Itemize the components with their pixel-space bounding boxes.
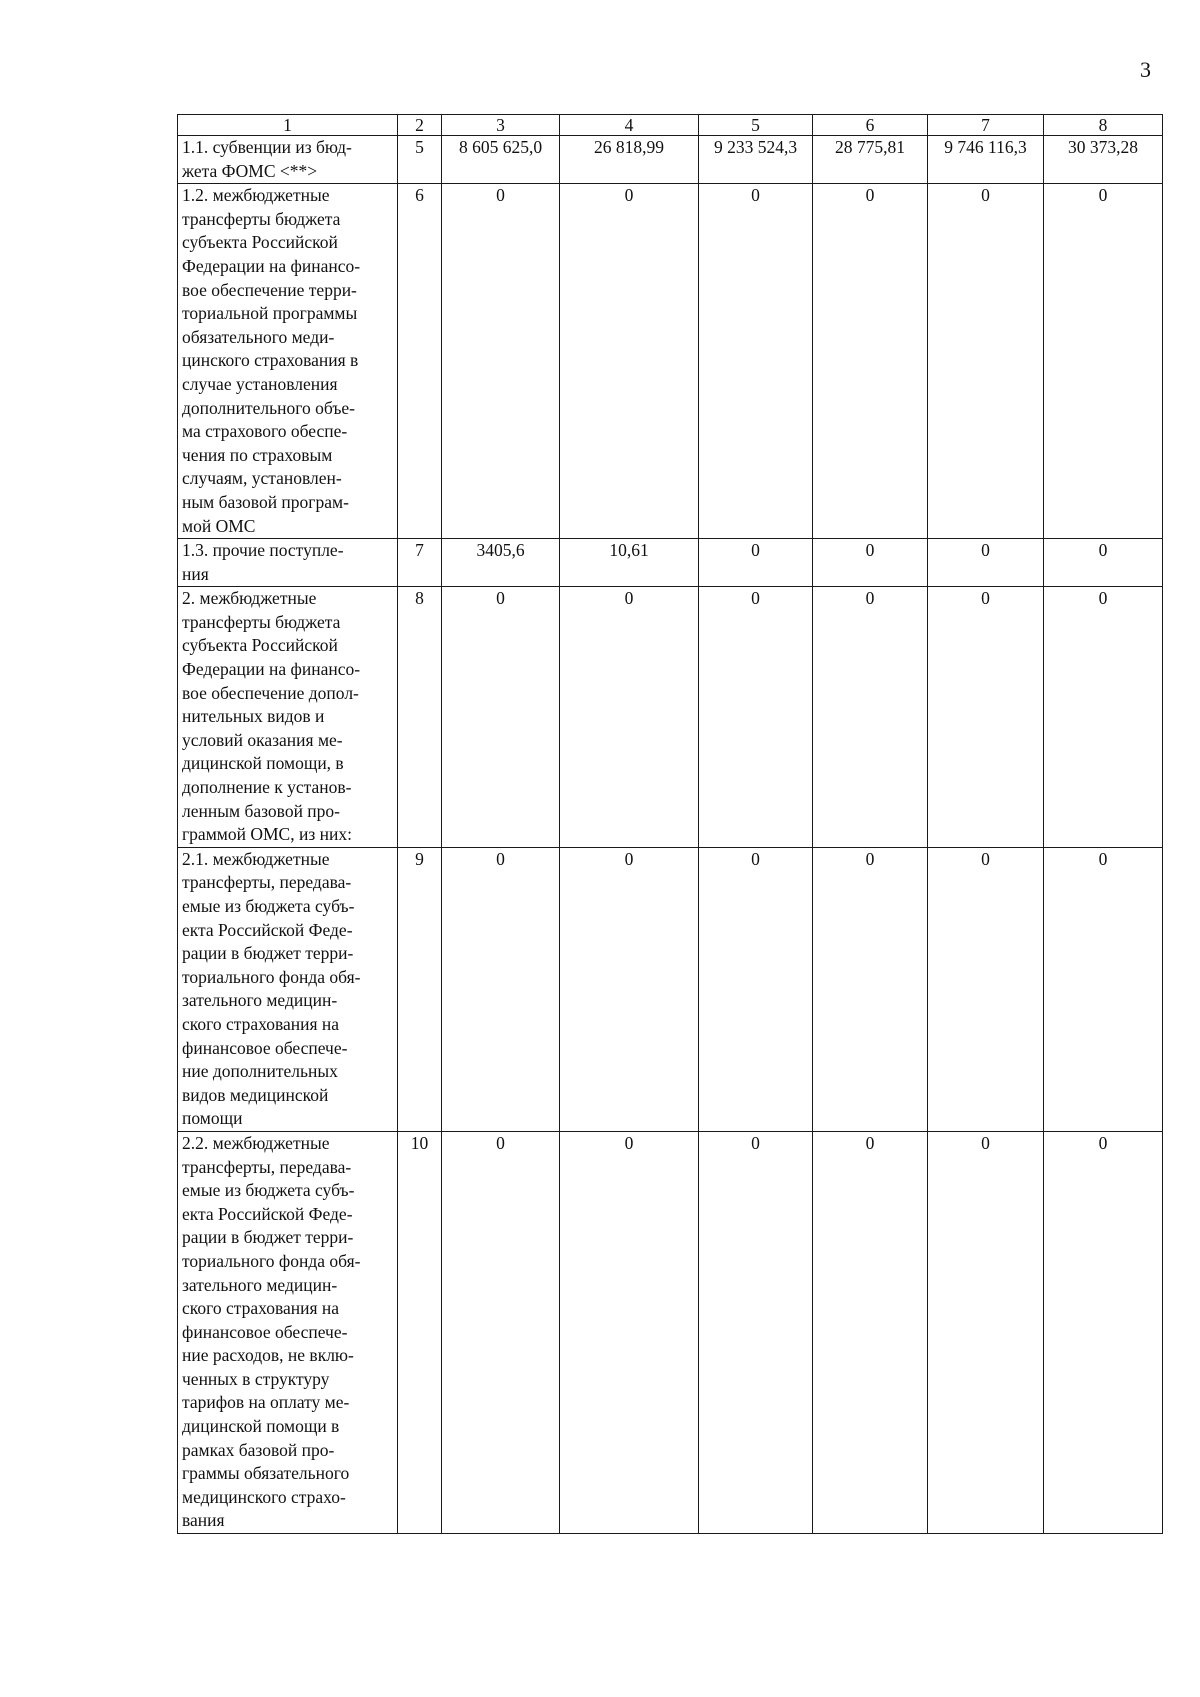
description-line: 2.1. межбюджетные (182, 848, 330, 869)
description-line: зательного медицин- (182, 1274, 338, 1295)
description-line: чения по страховым (182, 444, 333, 465)
description-line: дицинской помощи в (182, 1416, 340, 1437)
value-cell: 0 (1044, 847, 1163, 1131)
table-row (178, 136, 1163, 184)
value-cell: 0 (1044, 539, 1163, 587)
value-cell: 0 (699, 539, 813, 587)
description-line: ленным базовой про- (182, 800, 340, 821)
value-cell: 9 233 524,3 (699, 136, 813, 184)
description-line: ченных в структуру (182, 1368, 330, 1389)
description-line: ния (182, 563, 209, 584)
value-cell: 0 (699, 587, 813, 848)
value-cell: 0 (442, 184, 560, 539)
description-line: зательного медицин- (182, 990, 338, 1011)
row-code-cell: 8 (398, 587, 442, 848)
description-line: екта Российской Феде- (182, 919, 353, 940)
header-cell: 8 (1044, 115, 1163, 136)
description-line: трансферты, передава- (182, 1156, 352, 1177)
description-line: Федерации на финансо- (182, 659, 361, 680)
value-cell: 0 (813, 539, 928, 587)
description-line: обязательного меди- (182, 326, 335, 347)
description-line: финансовое обеспече- (182, 1321, 348, 1342)
description-line: ние дополнительных (182, 1061, 338, 1082)
description-line: ториальной программы (182, 303, 358, 324)
description-line: рации в бюджет терри- (182, 943, 354, 964)
description-line: трансферты, передава- (182, 872, 352, 893)
header-cell: 4 (560, 115, 699, 136)
value-cell: 10,61 (560, 539, 699, 587)
description-line: условий оказания ме- (182, 729, 343, 750)
description-line: емые из бюджета субъ- (182, 896, 355, 916)
description-line: случае установления (182, 373, 338, 394)
description-line: субъекта Российской (182, 635, 338, 656)
description-line: случаям, установлен- (182, 468, 342, 489)
description-line: дополнение к установ- (182, 777, 352, 798)
description-line: ского страхования на (182, 1013, 340, 1034)
description-line: субъекта Российской (182, 232, 338, 253)
value-cell: 9 746 116,3 (928, 136, 1044, 184)
value-cell: 0 (928, 184, 1044, 539)
value-cell: 0 (699, 1131, 813, 1533)
row-code-cell: 5 (398, 136, 442, 184)
row-description (178, 1131, 398, 1533)
value-cell: 0 (442, 847, 560, 1131)
description-line: граммы обязательного (182, 1463, 350, 1484)
value-cell: 30 373,28 (1044, 136, 1163, 184)
description-line: дополнительного объе- (182, 397, 355, 418)
header-cell: 2 (398, 115, 442, 136)
value-cell: 0 (560, 847, 699, 1131)
description-line: нительных видов и (182, 706, 325, 727)
table-row (178, 184, 1163, 539)
description-line: дицинской помощи, в (182, 753, 344, 774)
description-line: емые из бюджета субъ- (182, 1180, 355, 1201)
row-code-cell: 6 (398, 184, 442, 539)
value-cell: 0 (813, 184, 928, 539)
value-cell: 0 (813, 1131, 928, 1533)
description-line: 2.2. межбюджетные (182, 1132, 330, 1153)
description-line: тарифов на оплату ме- (182, 1392, 350, 1413)
description-line: 1.1. субвенции из бюд- (182, 137, 352, 157)
row-code-cell: 9 (398, 847, 442, 1131)
value-cell: 8 605 625,0 (442, 136, 560, 184)
description-line: екта Российской Феде- (182, 1203, 353, 1224)
description-line: ского страхования на (182, 1298, 340, 1319)
description-line: вое обеспечение терри- (182, 279, 357, 300)
value-cell: 0 (928, 539, 1044, 587)
description-line: медицинского страхо- (182, 1486, 346, 1507)
value-cell: 26 818,99 (560, 136, 699, 184)
table-row (178, 587, 1163, 848)
row-description (178, 587, 398, 848)
description-line: ториального фонда обя- (182, 1250, 361, 1271)
row-description (178, 539, 398, 587)
row-description (178, 136, 398, 184)
description-line: граммой ОМС, из них: (182, 824, 352, 845)
page-number: 3 (1140, 57, 1151, 82)
description-line: 2. межбюджетные (182, 588, 317, 609)
description-line: ным базовой програм- (182, 491, 349, 512)
header-cell: 1 (178, 115, 398, 136)
value-cell: 0 (813, 847, 928, 1131)
value-cell: 3405,6 (442, 539, 560, 587)
description-line: ториального фонда обя- (182, 966, 361, 987)
value-cell: 0 (442, 587, 560, 848)
description-line: Федерации на финансо- (182, 255, 361, 276)
financing-table (177, 114, 1163, 1534)
value-cell: 0 (560, 1131, 699, 1533)
description-line: жета ФОМС <**> (182, 160, 318, 181)
value-cell: 0 (928, 1131, 1044, 1533)
description-line: мой ОМС (182, 515, 256, 536)
value-cell: 28 775,81 (813, 136, 928, 184)
row-description (178, 847, 398, 1131)
row-code-cell: 10 (398, 1131, 442, 1533)
description-line: трансферты бюджета (182, 208, 341, 229)
value-cell: 0 (813, 587, 928, 848)
description-line: рации в бюджет терри- (182, 1227, 354, 1248)
description-line: 1.3. прочие поступле- (182, 540, 344, 561)
description-line: 1.2. межбюджетные (182, 185, 330, 206)
table-row (178, 539, 1163, 587)
description-line: помощи (182, 1108, 243, 1129)
value-cell: 0 (560, 587, 699, 848)
description-line: цинского страхования в (182, 350, 359, 371)
description-line: вания (182, 1510, 225, 1531)
value-cell: 0 (1044, 1131, 1163, 1533)
value-cell: 0 (442, 1131, 560, 1533)
header-row (178, 115, 1163, 136)
description-line: ние расходов, не вклю- (182, 1345, 354, 1366)
row-code-cell: 7 (398, 539, 442, 587)
value-cell: 0 (699, 847, 813, 1131)
header-cell: 5 (699, 115, 813, 136)
value-cell: 0 (928, 847, 1044, 1131)
description-line: трансферты бюджета (182, 611, 341, 632)
description-line: финансовое обеспече- (182, 1037, 348, 1058)
table-row (178, 847, 1163, 1131)
description-line: ма страхового обеспе- (182, 421, 348, 442)
description-line: вое обеспечение допол- (182, 682, 359, 703)
header-cell: 7 (928, 115, 1044, 136)
value-cell: 0 (1044, 587, 1163, 848)
table-row (178, 1131, 1163, 1533)
row-description (178, 184, 398, 539)
description-line: рамках базовой про- (182, 1439, 335, 1460)
header-cell: 3 (442, 115, 560, 136)
value-cell: 0 (1044, 184, 1163, 539)
value-cell: 0 (928, 587, 1044, 848)
value-cell: 0 (560, 184, 699, 539)
value-cell: 0 (699, 184, 813, 539)
header-cell: 6 (813, 115, 928, 136)
description-line: видов медицинской (182, 1084, 329, 1105)
